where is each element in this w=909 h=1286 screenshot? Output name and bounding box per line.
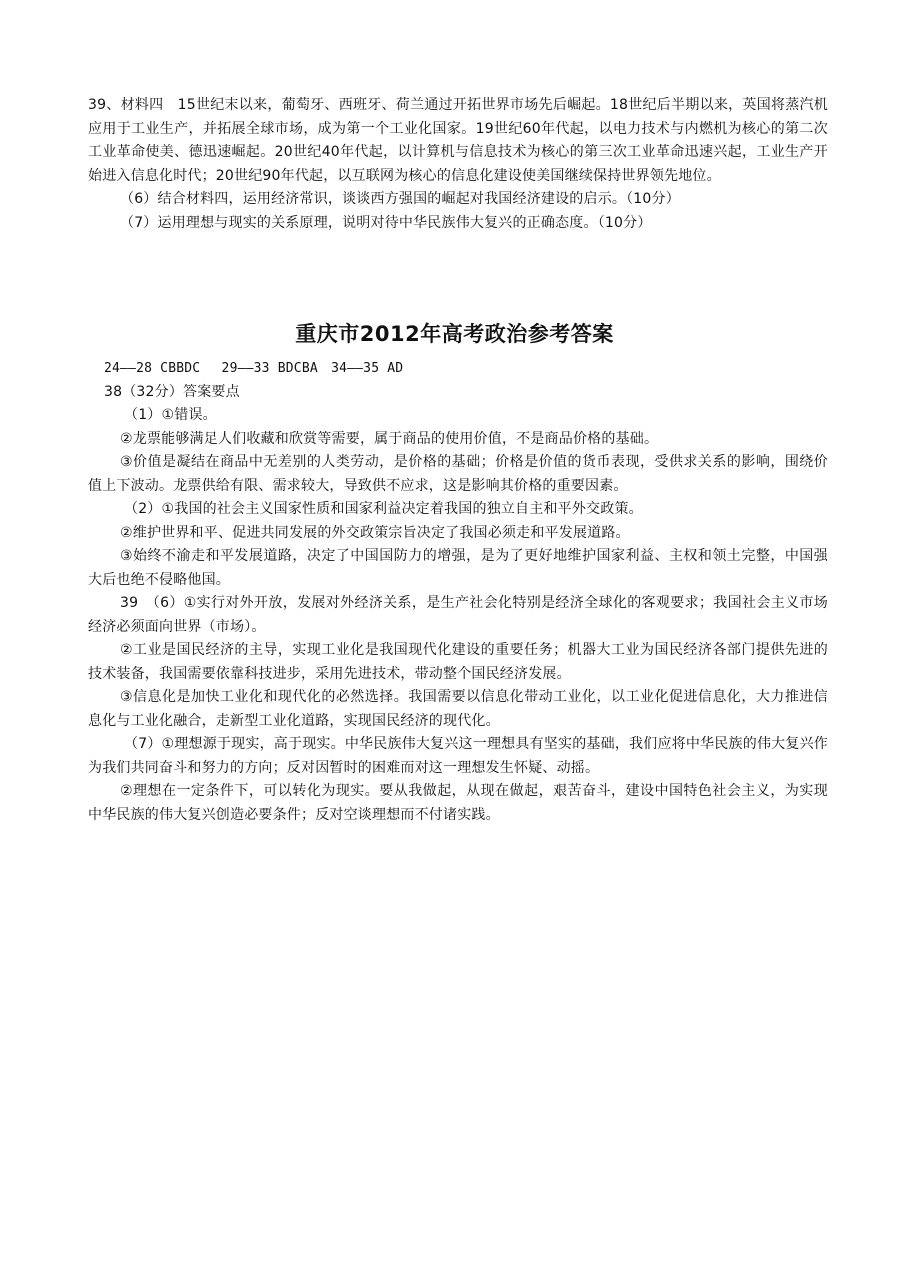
- material-four-section: [88, 94, 828, 235]
- answers-section: [88, 357, 828, 827]
- answers-title: 重庆市2012年高考政治参考答案: [295, 322, 614, 346]
- q39-part7-point2: ②理想在一定条件下，可以转化为现实。要从我做起，从现在做起，艰苦奋斗，建设中国特色社会主义，为实现中华民族的伟大复兴创造必要条件；反对空谈理想而不付诸实践。: [88, 783, 828, 823]
- q38-part1-point2: ②龙票能够满足人们收藏和欣赏等需要，属于商品的使用价值，不是商品价格的基础。: [120, 430, 659, 447]
- q39-part6-point2: ②工业是国民经济的主导，实现工业化是我国现代化建设的重要任务；机器大工业为国民经济各部门提供先进的技术装备，我国需要依靠科技进步，采用先进技术，带动整个国民经济发展。: [88, 642, 828, 682]
- material-four-paragraph: 39、材料四 15世纪末以来，葡萄牙、西班牙、荷兰通过开拓世界市场先后崛起。18世纪后半期以来，英国将蒸汽机应用于工业生产，并拓展全球市场，成为第一个工业化国家。19世纪60年代起，以电力技术与内燃机为核心的第二次工业革命使美、德迅速崛起。20世纪40年代起，以计算机与信息技术为核心的第三次工业革命迅速兴起，工业生产开始进入信息化时代；20世纪90年代起，以互联网为核心的信息化建设使美国继续保持世界领先地位。: [88, 97, 828, 184]
- q39-part7-point1: （7）①理想源于现实，高于现实。中华民族伟大复兴这一理想具有坚实的基础，我们应将中华民族的伟大复兴作为我们共同奋斗和努力的方向；反对因暂时的困难而对这一理想发生怀疑、动摇。: [88, 736, 828, 776]
- q38-part2-point2: ②维护世界和平、促进共同发展的外交政策宗旨决定了我国必须走和平发展道路。: [120, 524, 630, 541]
- q38-part2-point1: （2）①我国的社会主义国家性质和国家利益决定着我国的独立自主和平外交政策。: [124, 501, 643, 517]
- question-7: （7）运用理想与现实的关系原理，说明对待中华民族伟大复兴的正确态度。（10分）: [120, 214, 652, 231]
- question-6: （6）结合材料四，运用经济常识，谈谈西方强国的崛起对我国经济建设的启示。（10分）: [120, 191, 680, 207]
- q39-part6-point1: 39 （6）①实行对外开放，发展对外经济关系，是生产社会化特别是经济全球化的客观要求；我国社会主义市场经济必须面向世界（市场）。: [88, 595, 828, 635]
- choice-answers: 24——28 CBBDC 29——33 BDCBA 34——35 AD: [104, 361, 404, 376]
- q38-heading: 38（32分）答案要点: [104, 383, 240, 400]
- q39-part6-point3: ③信息化是加快工业化和现代化的必然选择。我国需要以信息化带动工业化，以工业化促进信息化，大力推进信息化与工业化融合，走新型工业化道路，实现国民经济的现代化。: [88, 689, 828, 729]
- q38-part1-heading: （1）①错误。: [124, 407, 217, 423]
- q38-part1-point3: ③价值是凝结在商品中无差别的人类劳动，是价格的基础；价格是价值的货币表现，受供求关系的影响，围绕价值上下波动。龙票供给有限、需求较大，导致供不应求，这是影响其价格的重要因素。: [88, 454, 828, 494]
- q38-part2-point3: ③始终不渝走和平发展道路，决定了中国国防力的增强，是为了更好地维护国家利益、主权和领土完整，中国强大后也绝不侵略他国。: [88, 548, 828, 588]
